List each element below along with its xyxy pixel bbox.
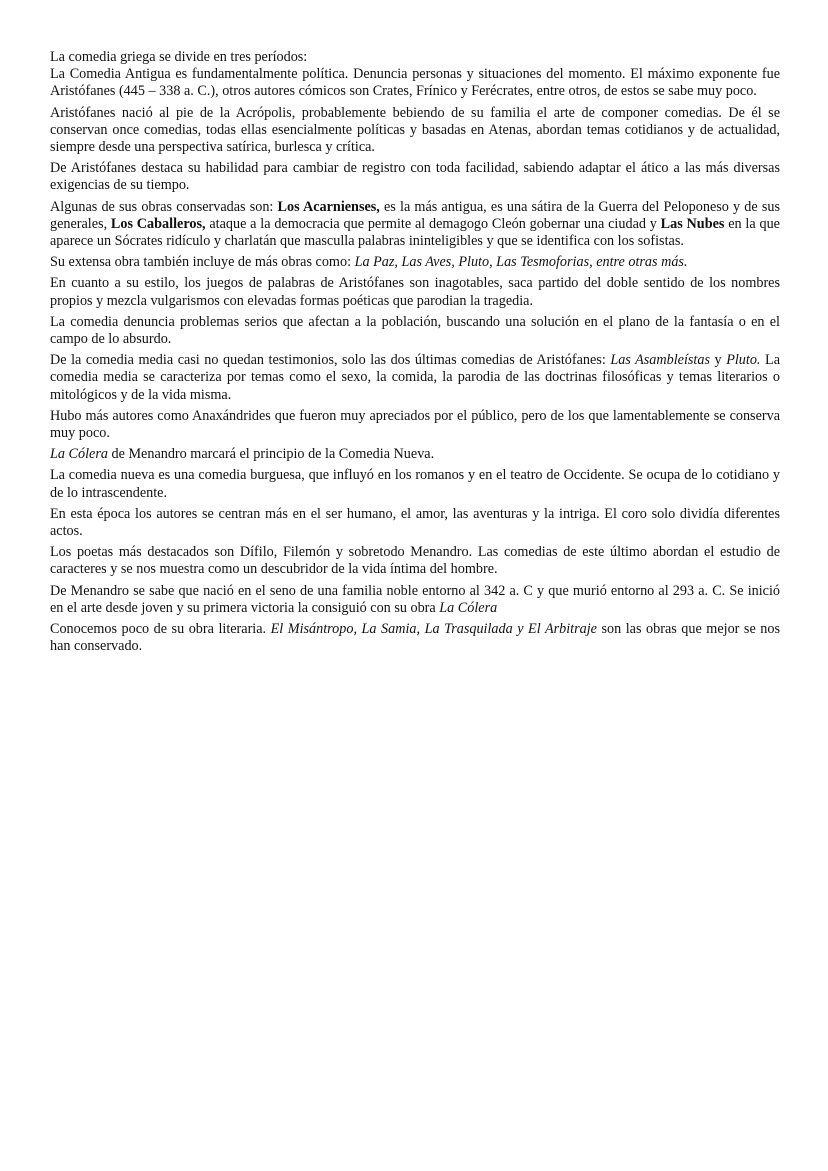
work-titles-menandro: El Misántropo, La Samia, La Trasquilada y El Arbitraje xyxy=(270,621,597,638)
work-title-la-colera: La Cólera xyxy=(50,446,108,463)
text-segment: son las obras que mejor se nos han conservado. xyxy=(50,621,780,655)
paragraph-comedia-media xyxy=(50,352,780,404)
paragraph-estilo: En cuanto a su estilo, los juegos de palabras de Aristófanes son inagotables, saca partido del doble sentido de los nombres propios y mezcla vulgarismos con elevadas formas poéticas que parodian la tragedia. xyxy=(50,275,780,309)
paragraph-anaxandrides: Hubo más autores como Anaxándrides que fueron muy apreciados por el público, pero de los que lamentablemente se conserva muy poco. xyxy=(50,407,780,442)
paragraph-la-colera xyxy=(50,446,780,463)
work-titles-list: La Paz, Las Aves, Pluto, Las Tesmoforias, entre otras más. xyxy=(354,254,688,271)
paragraph-otras-obras xyxy=(50,254,780,271)
intro-paragraph: La comedia griega se divide en tres períodos: xyxy=(50,49,308,65)
work-title-acarnienses: Los Acarnienses, xyxy=(277,198,380,215)
text-segment: es la más antigua, es una sátira de la Guerra del Peloponeso y de sus generales, xyxy=(50,198,780,232)
text-segment: De la comedia media casi no quedan testimonios, solo las dos últimas comedias de Aristófanes: xyxy=(50,352,611,369)
paragraph-aristofanes-bio: Aristófanes nació al pie de la Acrópolis, probablemente bebiendo de su familia el arte de componer comedias. De él se conservan once comedias, todas ellas esencialmente políticas y basadas en Atenas, abordan temas cotidianos y de actualidad, siempre desde una perspectiva satírica, burlesca y crítica. xyxy=(50,104,780,156)
text-segment: Su extensa obra también incluye de más obras como: xyxy=(50,254,355,271)
paragraph-poetas: Los poetas más destacados son Dífilo, Filemón y sobretodo Menandro. Las comedias de este último abordan el estudio de caracteres y se nos muestra como un descubridor de la vida íntima del hombre. xyxy=(50,544,780,578)
text-segment: y xyxy=(710,352,727,369)
paragraph-aristofanes-style: De Aristófanes destaca su habilidad para cambiar de registro con toda facilidad, sabiendo adaptar el ático a las más diversas exigencias de su tiempo. xyxy=(50,160,780,194)
text-segment: ataque a la democracia que permite al demagogo Cleón gobernar una ciudad y xyxy=(205,215,661,232)
work-title-la-colera: La Cólera xyxy=(439,599,498,616)
text-segment: Conocemos poco de su obra literaria. xyxy=(50,621,271,638)
text-segment: De Menandro se sabe que nació en el seno de una familia noble entorno al 342 a. C y que murió entorno al 293 a. C. Se inició en el arte desde joven y su primera victoria la consiguió con su obra xyxy=(50,582,780,616)
text-segment: Algunas de sus obras conservadas son: xyxy=(50,198,278,215)
paragraph-menandro-bio xyxy=(50,583,780,617)
paragraph-obra-literaria xyxy=(50,621,780,655)
paragraph-obras-conservadas xyxy=(50,199,780,251)
work-title-caballeros: Los Caballeros, xyxy=(110,215,206,232)
text-segment: en la que aparece un Sócrates ridículo y charlatán que masculla palabras ininteligibles y que se identifica con los sofistas. xyxy=(50,215,780,250)
work-title-pluto: Pluto. xyxy=(726,352,761,369)
text-segment: de Menandro marcará el principio de la Comedia Nueva. xyxy=(107,446,435,463)
work-title-asambleistas: Las Asambleístas xyxy=(610,352,710,369)
work-title-nubes: Las Nubes xyxy=(660,215,725,232)
paragraph-comedia-antigua: La Comedia Antigua es fundamentalmente política. Denuncia personas y situaciones del momento. El máximo exponente fue Aristófanes (445 – 338 a. C.), otros autores cómicos son Crates, Frínico y Ferécrates, entre otros, de estos se sabe muy poco. xyxy=(50,66,780,100)
paragraph-comedia-nueva: La comedia nueva es una comedia burguesa, que influyó en los romanos y en el teatro de Occidente. Se ocupa de lo cotidiano y de lo intrascendente. xyxy=(50,467,780,501)
paragraph-epoca: En esta época los autores se centran más en el ser humano, el amor, las aventuras y la intriga. El coro solo dividía diferentes actos. xyxy=(50,505,780,540)
text-segment: La comedia media se caracteriza por temas como el sexo, la comida, la parodia de las doctrinas filosóficas y temas literarios o mitológicos y de la vida misma. xyxy=(50,352,780,403)
document-body xyxy=(50,49,780,660)
paragraph-denuncia: La comedia denuncia problemas serios que afectan a la población, buscando una solución en el plano de la fantasía o en el campo de lo absurdo. xyxy=(50,313,780,348)
